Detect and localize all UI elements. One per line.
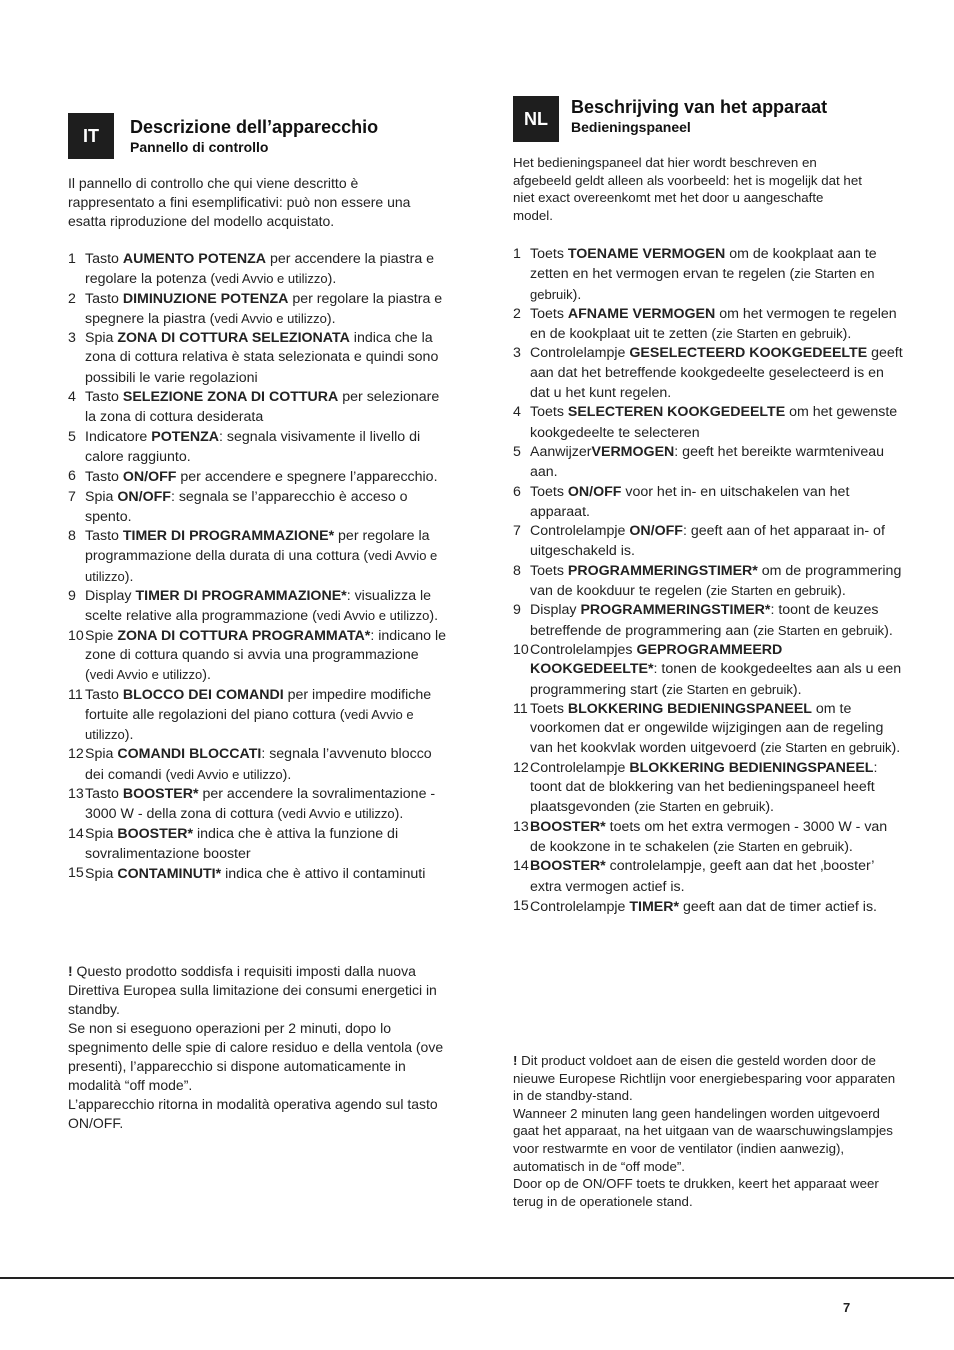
- item-description: per selezionare la zona di cottura desiderata: [85, 389, 440, 426]
- list-item: [513, 344, 903, 403]
- item-description: indica che è attivo il contaminuti: [221, 866, 426, 883]
- item-description: per regolare la programmazione della durata di una cottura (: [85, 528, 430, 565]
- item-keyword: BOOSTER*: [530, 858, 606, 875]
- item-description: om de kookplaat aan te zetten en het vermogen ervan te regelen (: [530, 246, 877, 283]
- item-number: 1: [513, 246, 521, 262]
- language-badge-nl: NL: [513, 96, 559, 142]
- notice-paragraph: L’apparecchio ritorna in modalità operativa agendo sul tasto ON/OFF.: [68, 1096, 438, 1131]
- section-subtitle-nl: Bedieningspaneel: [571, 119, 691, 135]
- item-number: 12: [68, 746, 84, 763]
- item-number: 2: [68, 290, 76, 307]
- item-prefix: Toets: [530, 305, 568, 322]
- warning-icon: !: [513, 1053, 518, 1068]
- item-keyword: TIMER DI PROGRAMMAZIONE*: [122, 528, 335, 545]
- item-prefix: Spia: [85, 825, 118, 842]
- notice-nl: [513, 1052, 899, 1210]
- item-description: geeft aan dat het betreffende kookgedeelte geselecteerd is en dat u het kunt regelen.: [530, 345, 903, 402]
- item-reference: zie Starten en gebruik: [716, 326, 843, 342]
- item-keyword: TIMER DI PROGRAMMAZIONE*: [135, 588, 347, 605]
- list-item: [513, 700, 903, 759]
- list-item: [68, 290, 448, 330]
- item-prefix: Spia: [85, 746, 118, 763]
- item-keyword: BLOCCO DEI COMANDI: [122, 686, 284, 703]
- item-keyword: VERMOGEN: [591, 443, 675, 460]
- list-item: [68, 686, 448, 746]
- item-number: 5: [68, 428, 76, 445]
- item-keyword: BOOSTER*: [122, 786, 199, 803]
- list-item: [513, 443, 903, 483]
- item-keyword: AUMENTO POTENZA: [122, 251, 267, 267]
- item-keyword: ZONA DI COTTURA PROGRAMMATA*: [117, 627, 371, 644]
- item-keyword: BOOSTER*: [117, 825, 194, 842]
- item-reference: zie Starten en gebruik: [757, 622, 885, 638]
- item-prefix: Toets: [530, 404, 568, 421]
- list-item: [513, 522, 903, 562]
- item-prefix: Toets: [530, 562, 568, 579]
- item-description: om het vermogen te regelen en de kookplaat uit te zetten (: [530, 305, 897, 343]
- item-number: 12: [513, 759, 529, 776]
- item-keyword: BOOSTER*: [530, 818, 606, 835]
- item-reference: zie Starten en gebruik: [638, 799, 766, 815]
- page-number: 7: [843, 1300, 851, 1315]
- item-keyword: CONTAMINUTI*: [117, 866, 222, 883]
- intro-text-nl: Het bedieningspaneel dat hier wordt beschreven en afgebeeld geldt alleen als voorbeeld: het is mogelijk dat het niet exact overeenkomt met het door u aangeschafte model.: [513, 155, 862, 223]
- item-number: 3: [513, 345, 521, 362]
- list-item: [68, 250, 448, 290]
- item-prefix: Tasto: [85, 389, 123, 406]
- list-item: [68, 467, 448, 487]
- item-prefix: Display: [530, 602, 581, 619]
- item-number: 15: [68, 865, 84, 882]
- item-keyword: GEPROGRAMMEERD KOOKGEDEELTE*: [530, 641, 783, 678]
- section-title-it: Descrizione dell’apparecchio: [130, 117, 379, 137]
- item-prefix: Controlelampje: [530, 759, 630, 776]
- item-prefix: Display: [85, 588, 136, 605]
- item-keyword: PROGRAMMERINGSTIMER*: [567, 562, 758, 579]
- item-reference: zie Starten en gebruik: [666, 681, 793, 697]
- list-item: [68, 428, 448, 468]
- item-number: 15: [513, 897, 529, 914]
- item-description: per regolare la piastra e spegnere la piastra (: [85, 290, 443, 327]
- item-keyword: BLOKKERING BEDIENINGSPANEEL: [629, 759, 874, 776]
- item-keyword: PROGRAMMERINGSTIMER*: [580, 602, 771, 619]
- item-keyword: AFNAME VERMOGEN: [567, 305, 716, 322]
- item-end: ).: [765, 799, 774, 816]
- item-keyword: ON/OFF: [629, 523, 683, 540]
- item-description: voor het in- en uitschakelen van het apparaat.: [530, 483, 850, 520]
- list-item: [68, 488, 448, 528]
- item-reference: zie Starten en gebruik: [530, 266, 875, 302]
- list-item: [68, 627, 448, 686]
- item-keyword: ON/OFF: [567, 483, 622, 500]
- notice-paragraph: ! Dit product voldoet aan de eisen die gesteld worden door de nieuwe Europese Richtlijn voor energiebesparing voor apparaten in de standby-stand.: [513, 1053, 896, 1104]
- item-prefix: Toets: [530, 700, 568, 717]
- item-keyword: COMANDI BLOCCATI: [117, 746, 262, 763]
- list-item: [513, 857, 903, 897]
- item-end: ).: [394, 806, 404, 823]
- item-keyword: GESELECTEERD KOOKGEDEELTE: [629, 345, 868, 362]
- item-description: om het gewenste kookgedeelte te selecteren: [530, 404, 898, 441]
- notice-paragraph: Wanneer 2 minuten lang geen handelingen worden uitgevoerd gaat het apparaat, na het uitgaan van de waarschuwingslampjes voor restwarmte en voor de ventilator (indien aanwezig), automatisch in de “off mode”.: [513, 1105, 893, 1174]
- list-item: [513, 601, 903, 641]
- item-number: 8: [68, 528, 76, 545]
- list-item: [68, 785, 448, 825]
- item-number: 10: [513, 641, 529, 658]
- item-number: 9: [513, 602, 521, 619]
- item-end: ).: [124, 568, 134, 585]
- item-keyword: ON/OFF: [117, 488, 171, 505]
- list-item: [68, 864, 448, 884]
- item-description: om te voorkomen dat er ongewilde wijzigingen aan de regeling van het kookvlak worden uitgevoerd (: [530, 700, 884, 757]
- item-number: 11: [513, 700, 528, 717]
- item-prefix: Toets: [530, 483, 568, 500]
- item-prefix: Controlelampje: [530, 898, 630, 915]
- language-badge-it: IT: [68, 113, 114, 159]
- list-item: [68, 329, 448, 388]
- item-keyword: ZONA DI COTTURA SELEZIONATA: [117, 330, 350, 347]
- list-item: [513, 641, 903, 700]
- item-number: 13: [68, 786, 84, 803]
- item-reference: vedi Avvio e utilizzo: [316, 608, 430, 624]
- item-keyword: POTENZA: [151, 428, 220, 445]
- item-description: : geeft het bereikte warmteniveau aan.: [530, 443, 885, 481]
- item-end: ).: [202, 667, 211, 684]
- item-prefix: Tasto: [85, 251, 123, 267]
- item-prefix: Spie: [85, 627, 118, 644]
- item-reference: vedi Avvio e utilizzo: [214, 310, 327, 326]
- item-end: ).: [282, 766, 292, 783]
- item-number: 6: [513, 483, 521, 500]
- item-number: 6: [68, 468, 76, 485]
- section-subtitle-it: Pannello di controllo: [130, 139, 269, 155]
- item-prefix: Tasto: [85, 786, 123, 803]
- item-description: : visualizza le scelte relative alla programmazione (: [85, 588, 432, 625]
- item-prefix: Spia: [85, 488, 118, 505]
- item-number: 2: [513, 305, 521, 322]
- item-keyword: TOENAME VERMOGEN: [567, 246, 726, 262]
- item-reference: vedi Avvio e utilizzo: [215, 271, 328, 287]
- item-keyword: SELEZIONE ZONA DI COTTURA: [122, 389, 339, 406]
- list-item: [513, 483, 903, 523]
- item-prefix: Toets: [530, 246, 568, 262]
- item-number: 3: [68, 330, 76, 347]
- warning-icon: !: [68, 963, 73, 979]
- item-prefix: Spia: [85, 866, 118, 883]
- notice-paragraph: Door op de ON/OFF toets te drukken, keert het apparaat weer terug in de operationele stand.: [513, 1176, 879, 1209]
- item-reference: vedi Avvio e utilizzo: [89, 667, 203, 683]
- item-end: ).: [837, 583, 846, 600]
- item-description: : toont dat de blokkering van het bedieningspaneel heeft plaatsgevonden (: [530, 759, 878, 816]
- item-description: controlelampje, geeft aan dat het ‚booster’ extra vermogen actief is.: [530, 858, 874, 895]
- list-item: [68, 587, 448, 627]
- list-item: [513, 245, 903, 305]
- footer-rule: [0, 1277, 954, 1279]
- item-prefix: Controlelampje: [530, 523, 630, 540]
- item-number: 14: [68, 825, 84, 842]
- list-item: [513, 897, 903, 917]
- item-end: ).: [572, 286, 582, 303]
- item-description: om de programmering van de kookduur te regelen (: [530, 562, 902, 600]
- item-prefix: Tasto: [85, 469, 123, 486]
- list-item: [68, 825, 448, 865]
- item-description: : segnala l’avvenuto blocco dei comandi (: [85, 746, 432, 783]
- list-item: [68, 527, 448, 587]
- item-number: 4: [513, 404, 521, 421]
- item-prefix: Spia: [85, 330, 118, 347]
- item-end: ).: [429, 608, 439, 625]
- item-end: ).: [891, 740, 901, 757]
- item-reference: vedi Avvio e utilizzo: [85, 706, 414, 743]
- item-keyword: DIMINUZIONE POTENZA: [122, 290, 289, 307]
- notice-paragraph: Se non si eseguono operazioni per 2 minuti, dopo lo spegnimento delle spie di calore residuo e della ventola (ove presenti), l’apparecchio si dispone automaticamente in modalità “off mode”.: [68, 1020, 444, 1093]
- item-end: ).: [884, 622, 893, 639]
- item-description: toets om het extra vermogen - 3000 W - van de kookzone in te schakelen (: [530, 818, 888, 855]
- list-item: [513, 403, 903, 443]
- item-prefix: Indicatore: [85, 428, 152, 445]
- item-number: 13: [513, 818, 529, 835]
- item-description: per accendere e spegnere l’apparecchio.: [176, 469, 438, 486]
- item-reference: zie Starten en gebruik: [710, 583, 838, 599]
- item-description: : toont de keuzes betreffende de programmering aan (: [530, 602, 879, 639]
- item-description: : geeft aan of het apparaat in- of uitgeschakeld is.: [530, 523, 885, 560]
- list-item: [513, 305, 903, 345]
- item-number: 7: [68, 488, 76, 505]
- item-prefix: Controlelampje: [530, 345, 630, 362]
- item-description: : segnala visivamente il livello di calore raggiunto.: [85, 428, 421, 465]
- item-description: indica che è attiva la funzione di sovralimentazione booster: [85, 825, 399, 862]
- list-item: [513, 562, 903, 602]
- item-reference: zie Starten en gebruik: [717, 838, 845, 854]
- item-description: geeft aan dat de timer actief is.: [679, 898, 877, 915]
- item-description: : indicano le zone di cottura quando si avvia una programmazione (: [85, 627, 447, 684]
- item-number: 4: [68, 389, 76, 406]
- item-description: : segnala se l’apparecchio è acceso o spento.: [85, 488, 408, 525]
- item-number: 14: [513, 858, 529, 875]
- list-item: [68, 388, 448, 428]
- item-reference: vedi Avvio e utilizzo: [282, 806, 395, 822]
- list-item: [513, 759, 903, 818]
- item-keyword: BLOKKERING BEDIENINGSPANEEL: [567, 700, 812, 717]
- item-end: ).: [842, 326, 852, 343]
- item-number: 7: [513, 523, 521, 540]
- item-description: per accendere la sovralimentazione - 3000 W - della zona di cottura (: [85, 786, 436, 823]
- item-end: ).: [326, 310, 336, 327]
- item-reference: vedi Avvio e utilizzo: [170, 766, 283, 782]
- item-reference: vedi Avvio e utilizzo: [85, 548, 438, 584]
- item-end: ).: [327, 271, 337, 288]
- item-number: 9: [68, 588, 76, 605]
- item-number: 5: [513, 443, 521, 460]
- item-prefix: Aanwijzer: [530, 443, 592, 460]
- item-number: 8: [513, 562, 521, 579]
- item-keyword: ON/OFF: [122, 469, 177, 486]
- item-end: ).: [792, 681, 802, 698]
- control-list-it: [68, 250, 448, 885]
- item-keyword: SELECTEREN KOOKGEDEELTE: [567, 404, 786, 421]
- item-end: ).: [844, 838, 853, 855]
- item-prefix: Tasto: [85, 290, 123, 307]
- list-item: [513, 818, 903, 858]
- item-description: indica che la zona di cottura relativa è stata selezionata e quindi sono possibili le varie regolazioni: [85, 330, 439, 386]
- item-prefix: Tasto: [85, 686, 123, 703]
- control-list-nl: [513, 245, 903, 917]
- intro-text-it: Il pannello di controllo che qui viene descritto è rappresentato a fini esemplificativi: può non essere una esatta riproduzione del modello acquistato.: [68, 175, 411, 229]
- section-title-nl: Beschrijving van het apparaat: [571, 97, 828, 117]
- notice-paragraph: ! Questo prodotto soddisfa i requisiti imposti dalla nuova Direttiva Europea sulla limitazione dei consumi energetici in standby.: [68, 963, 437, 1017]
- item-description: per impedire modifiche fortuite alle regolazioni del piano cottura (: [85, 686, 432, 723]
- item-reference: zie Starten en gebruik: [765, 740, 892, 756]
- item-description: : tonen de kookgedeeltes aan als u een programmering start (: [530, 661, 902, 698]
- item-prefix: Controlelampjes: [530, 641, 637, 658]
- item-number: 1: [68, 251, 76, 267]
- item-end: ).: [124, 727, 134, 744]
- notice-it: [68, 962, 448, 1133]
- item-number: 10: [68, 627, 84, 644]
- item-description: per accendere la piastra e regolare la potenza (: [85, 251, 435, 288]
- list-item: [68, 745, 448, 785]
- item-prefix: Tasto: [85, 528, 123, 545]
- item-keyword: TIMER*: [629, 898, 680, 915]
- item-number: 11: [68, 686, 83, 703]
